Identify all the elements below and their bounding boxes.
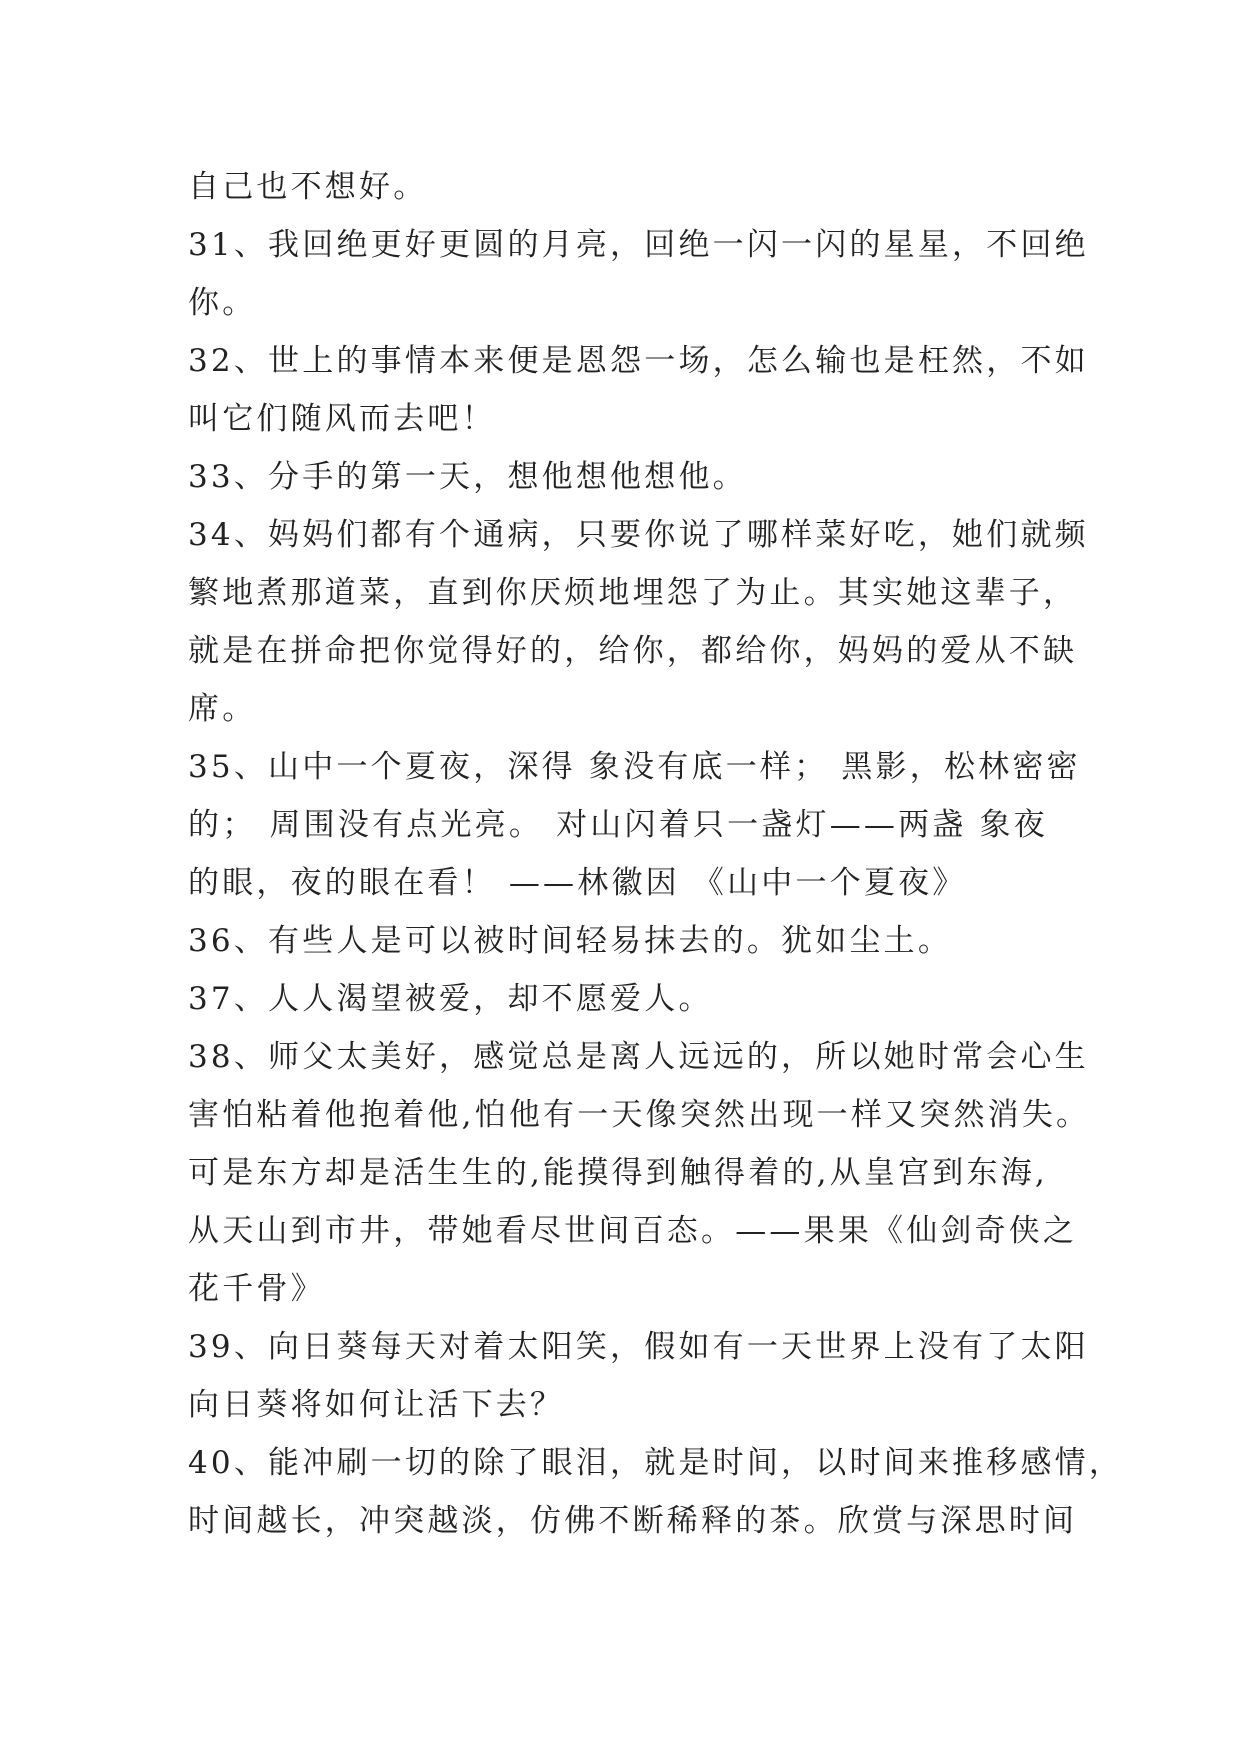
text-line: 40、能冲刷一切的除了眼泪，就是时间，以时间来推移感情，	[188, 1445, 1124, 1481]
text-line: 32、世上的事情本来便是恩怨一场，怎么输也是枉然，不如	[188, 343, 1089, 379]
text-line: 花千骨》	[188, 1271, 325, 1307]
text-line: 繁地煮那道菜，直到你厌烦地埋怨了为止。其实她这辈子，	[188, 575, 1078, 611]
text-line: 可是东方却是活生生的,能摸得到触得着的,从皇宫到东海,	[188, 1155, 1048, 1191]
text-line: 31、我回绝更好更圆的月亮，回绝一闪一闪的星星，不回绝	[188, 227, 1089, 263]
text-line: 38、师父太美好，感觉总是离人远远的，所以她时常会心生	[188, 1039, 1089, 1075]
text-line: 37、人人渴望被爱，却不愿爱人。	[188, 981, 713, 1017]
text-line: 的； 周围没有点光亮。 对山闪着只一盏灯——两盏 象夜	[188, 807, 1048, 843]
text-line: 你。	[188, 285, 257, 321]
text-line: 叫它们随风而去吧！	[188, 401, 496, 437]
text-line: 39、向日葵每天对着太阳笑，假如有一天世界上没有了太阳	[188, 1329, 1089, 1365]
text-line: 的眼，夜的眼在看！ ——林徽因 《山中一个夏夜》	[188, 865, 967, 901]
text-line: 席。	[188, 691, 257, 727]
text-line: 就是在拼命把你觉得好的，给你，都给你，妈妈的爱从不缺	[188, 633, 1078, 669]
text-line: 向日葵将如何让活下去？	[188, 1387, 565, 1423]
text-line: 36、有些人是可以被时间轻易抹去的。犹如尘土。	[188, 923, 953, 959]
text-line: 害怕粘着他抱着他,怕他有一天像突然出现一样又突然消失。	[188, 1097, 1091, 1133]
text-line: 从天山到市井，带她看尽世间百态。——果果《仙剑奇侠之	[188, 1213, 1078, 1249]
text-line: 自己也不想好。	[188, 169, 428, 205]
text-line: 35、山中一个夏夜，深得 象没有底一样； 黑影，松林密密	[188, 749, 1081, 785]
text-line: 时间越长，冲突越淡，仿佛不断稀释的茶。欣赏与深思时间	[188, 1503, 1078, 1539]
text-line: 34、妈妈们都有个通病，只要你说了哪样菜好吃，她们就频	[188, 517, 1089, 553]
text-line: 33、分手的第一天，想他想他想他。	[188, 459, 747, 495]
document-body	[188, 158, 1124, 1550]
